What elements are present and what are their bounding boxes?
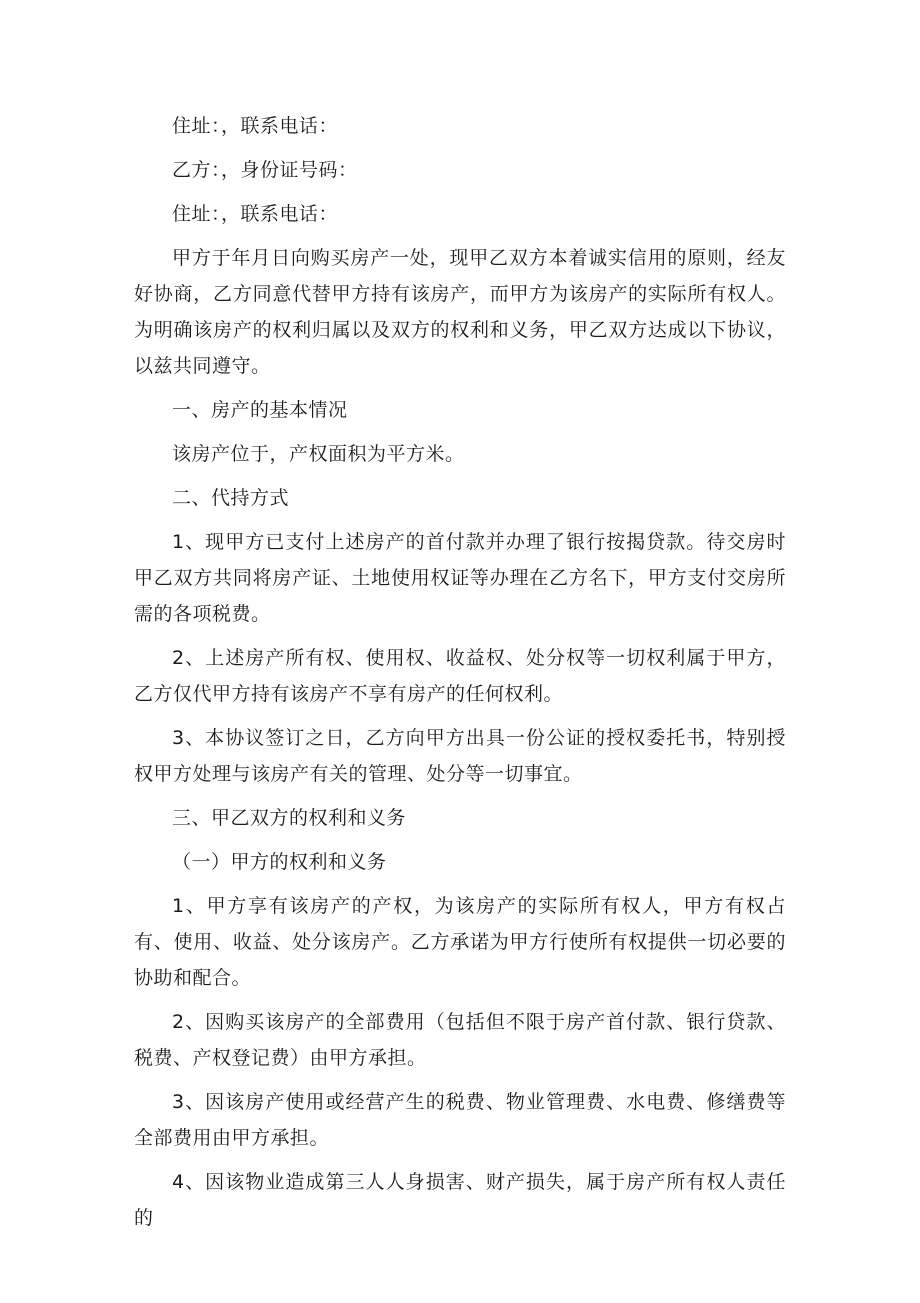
section-heading-2: 二、代持方式 <box>172 487 290 509</box>
document-body <box>134 108 786 1244</box>
preamble-paragraph: 甲方于年月日向购买房产一处，现甲乙双方本着诚实信用的原则，经友好协商，乙方同意代替甲方持有该房产，而甲方为该房产的实际所有权人。为明确该房产的权利归属以及双方的权利和义务，甲乙双方达成以下协议，以兹共同遵守。 <box>134 247 786 377</box>
clause-3-1-1: 1、甲方享有该房产的产权，为该房产的实际所有权人，甲方有权占有、使用、收益、处分该房产。乙方承诺为甲方行使所有权提供一切必要的协助和配合。 <box>134 895 786 989</box>
address-line-party-b: 住址：，联系电话： <box>172 203 339 225</box>
clause-2-2: 2、上述房产所有权、使用权、收益权、处分权等一切权利属于甲方，乙方仅代甲方持有该房产不享有房产的任何权利。 <box>134 647 786 705</box>
subsection-heading-3-1: （一）甲方的权利和义务 <box>172 851 387 873</box>
clause-3-1-4: 4、因该物业造成第三人人身损害、财产损失，属于房产所有权人责任的 <box>134 1171 786 1229</box>
address-line-party-a: 住址：，联系电话： <box>172 115 339 137</box>
clause-2-1: 1、现甲方已支付上述房产的首付款并办理了银行按揭贷款。待交房时甲乙双方共同将房产证、土地使用权证等办理在乙方名下，甲方支付交房所需的各项税费。 <box>134 531 786 625</box>
clause-3-1-2: 2、因购买该房产的全部费用（包括但不限于房产首付款、银行贷款、税费、产权登记费）由甲方承担。 <box>134 1011 786 1069</box>
party-b-id-line: 乙方：，身份证号码： <box>172 159 358 181</box>
section-heading-3: 三、甲乙双方的权利和义务 <box>172 807 407 829</box>
section-heading-1: 一、房产的基本情况 <box>172 399 348 421</box>
property-location-paragraph: 该房产位于，产权面积为平方米。 <box>172 443 465 465</box>
clause-3-1-3: 3、因该房产使用或经营产生的税费、物业管理费、水电费、修缮费等全部费用由甲方承担。 <box>134 1091 786 1149</box>
clause-2-3: 3、本协议签订之日，乙方向甲方出具一份公证的授权委托书，特别授权甲方处理与该房产有关的管理、处分等一切事宜。 <box>134 727 786 785</box>
